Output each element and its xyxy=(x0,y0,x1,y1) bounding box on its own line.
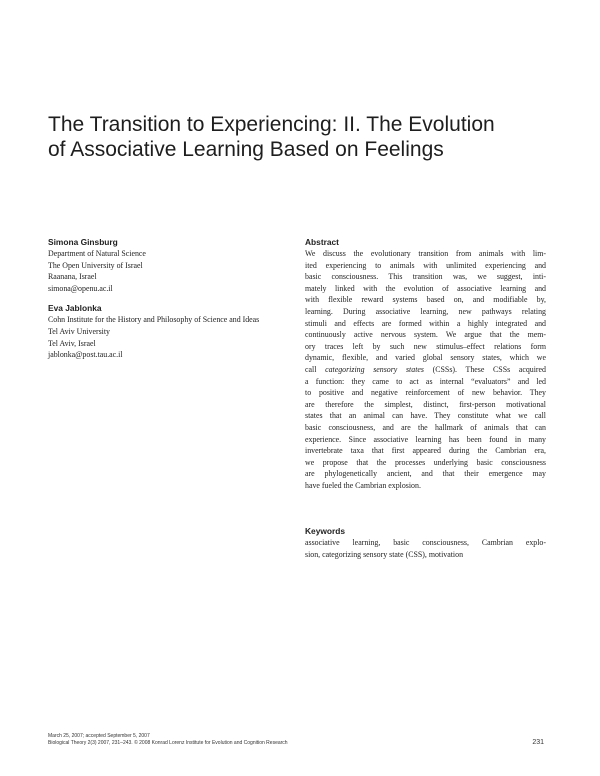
abstract-section xyxy=(305,236,546,491)
affiliation-line: Raanana, Israel xyxy=(48,272,97,282)
abstract-line: continuously active nervous system. We argue that the mem- xyxy=(305,330,546,340)
abstract-line: dynamic, flexible, and varied global sensory states, which we xyxy=(305,353,546,363)
abstract-line: stimuli and effects are formed within a highly integrated and xyxy=(305,318,546,328)
abstract-line: ory traces left by such new stimulus–effect relations form xyxy=(305,341,546,351)
title-line: of Associative Learning Based on Feelings xyxy=(48,138,444,161)
abstract-line: basic consciousness. This transition was, we suggest, inti- xyxy=(305,272,546,282)
abstract-line: are therefore the simplest, distinct, first-person motivational xyxy=(305,399,546,409)
keywords-section xyxy=(305,525,546,560)
abstract-line: basic consciousness, and are the hallmark of animals that can xyxy=(305,422,546,432)
abstract-line: experience. Since associative learning has been found in many xyxy=(305,434,546,444)
abstract-line: learning. During associative learning, new pathways relating xyxy=(305,306,546,316)
author-jablonka xyxy=(48,302,293,360)
abstract-line: invertebrate taxa that first appeared during the Cambrian era, xyxy=(305,446,546,456)
keywords-line: sion, categorizing sensory state (CSS), motivation xyxy=(305,549,464,559)
abstract-text: (CSSs). These CSSs acquired xyxy=(423,364,546,374)
abstract-line: have fueled the Cambrian explosion. xyxy=(305,480,421,490)
paper-title xyxy=(48,112,568,162)
abstract-line: a function: they came to act as internal “evaluators” and led xyxy=(305,376,546,386)
abstract-line: We discuss the evolutionary transition from animals with lim- xyxy=(305,249,546,258)
abstract-line: we propose that the processes underlying basic consciousness xyxy=(305,457,546,467)
abstract-line: with flexible reward systems based on, and modifiable by, xyxy=(305,295,546,305)
abstract-line: to positive and negative reinforcement of new behavior. They xyxy=(305,388,546,398)
author-ginsburg xyxy=(48,236,293,294)
abstract-line: states that an animal can have. They constitute what we call xyxy=(305,411,546,421)
affiliation-line: Tel Aviv, Israel xyxy=(48,338,96,348)
author-name: Eva Jablonka xyxy=(48,303,102,314)
abstract-line: ited experiencing to animals with unlimited experiencing and xyxy=(305,260,546,270)
keywords-heading: Keywords xyxy=(305,526,346,536)
author-email: simona@openu.ac.il xyxy=(48,283,113,293)
abstract-line: mately linked with the evolution of associative learning and xyxy=(305,283,546,293)
page-number: 231 xyxy=(532,739,544,746)
author-name: Simona Ginsburg xyxy=(48,237,118,247)
title-line: The Transition to Experiencing: II. The Evolution xyxy=(48,113,495,136)
abstract-heading: Abstract xyxy=(305,237,339,247)
author-email: jablonka@post.tau.ac.il xyxy=(48,350,123,360)
affiliation-line: The Open University of Israel xyxy=(48,260,143,270)
affiliation-line: Tel Aviv University xyxy=(48,326,110,336)
keywords-line: associative learning, basic consciousness, Cambrian explo- xyxy=(305,538,546,547)
author-block xyxy=(48,236,293,369)
journal-citation: Biological Theory 2(3) 2007, 231–243. © 2008 Konrad Lorenz Institute for Evolution and Cognition Research xyxy=(48,740,288,746)
abstract-line: are phylogenetically ancient, and that their emergence may xyxy=(305,469,546,479)
abstract-text: call xyxy=(305,364,326,374)
affiliation-line: Department of Natural Science xyxy=(48,249,146,258)
affiliation-line: Cohn Institute for the History and Philosophy of Science and Ideas xyxy=(48,315,260,325)
abstract-line-with-italic xyxy=(305,364,546,376)
received-dates: March 25, 2007; accepted September 5, 2007 xyxy=(48,733,150,739)
italic-term: categorizing sensory states xyxy=(325,364,424,374)
page-footer xyxy=(48,733,544,747)
